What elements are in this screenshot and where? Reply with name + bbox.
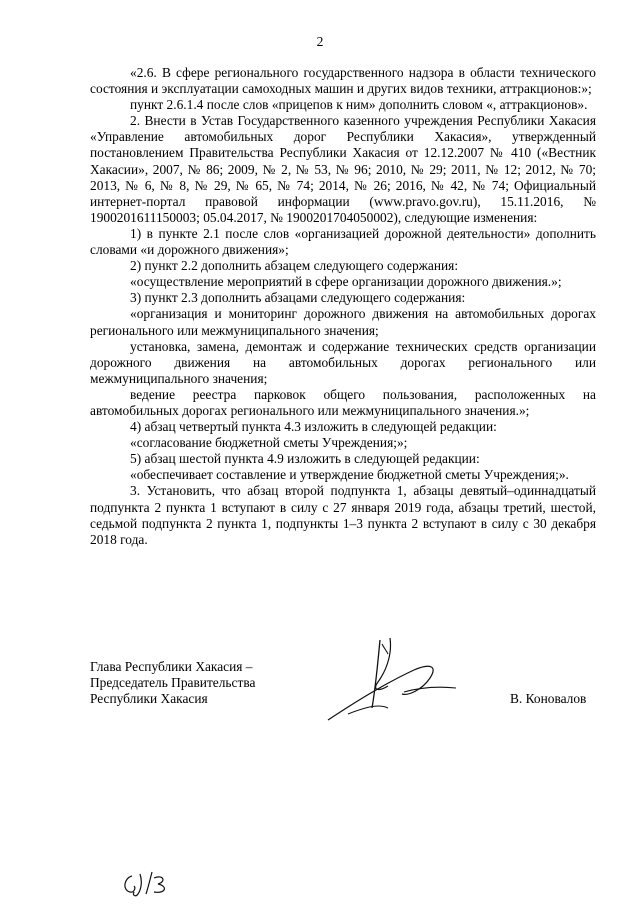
paragraph-item-3: 3. Установить, что абзац второй подпункта 1, абзацы девятый–одиннадцатый подпункта 2 пункта 1 вступают в силу с 27 января 2019 года, абзацы третий, шестой, седьмой подпункта 2 пункта 1, подпункты 1–3 пункта 2 вступают в силу с 30 декабря 2018 года. — [90, 483, 596, 547]
handwritten-signature — [318, 630, 468, 730]
paragraph-subitem-2-text: «осуществление мероприятий в сфере организации дорожного движения.»; — [130, 274, 562, 290]
paragraph-subitem-3-text-b: установка, замена, демонтаж и содержание технических средств организации дорожного движения на автомобильных дорогах регионального или межмуниципального значения; — [90, 338, 596, 386]
paragraph-subitem-5-text: «обеспечивает составление и утверждение бюджетной сметы Учреждения;». — [130, 467, 569, 483]
paragraph-subitem-5: 5) абзац шестой пункта 4.9 изложить в следующей редакции: — [130, 451, 480, 467]
paragraph-subitem-1: 1) в пункте 2.1 после слов «организацией дорожной деятельности» дополнить словами «и дорожного движения»; — [90, 225, 596, 258]
paragraph-subitem-2: 2) пункт 2.2 дополнить абзацем следующего содержания: — [130, 258, 459, 274]
paragraph-subitem-4-text: «согласование бюджетной сметы Учреждения;»; — [130, 435, 408, 451]
signatory-title-line: Председатель Правительства — [90, 675, 256, 691]
paragraph-item-2: 2. Внести в Устав Государственного казенного учреждения Республики Хакасия «Управление автомобильных дорог Республики Хакасия», утвержденный постановлением Правительства Республики Хакасия от 12.12.2007 № 410 («Вестник Хакасии», 2007, № 86; 2009, № 2, № 53, № 96; 2010, № 29; 2011, № 12; 2012, № 70; 2013, № 6, № 8, № 29, № 65, № 74; 2014, № 26; 2016, № 42, № 74; Официальный интернет-портал правовой информации (www.pravo.gov.ru), 15.11.2016, № 1900201611150003; 05.04.2017, № 1900201704050002), следующие изменения: — [90, 113, 596, 225]
paragraph-subitem-3-text-a: «организация и мониторинг дорожного движения на автомобильных дорогах регионального или межмуниципального значения; — [90, 306, 596, 338]
paragraph-subitem-3-text-c: ведение реестра парковок общего пользования, расположенных на автомобильных дорогах регионального или межмуниципального значения.»; — [90, 386, 596, 418]
paragraph-2-6-heading: «2.6. В сфере регионального государственного надзора в области технического состояния и эксплуатации самоходных машин и других видов техники, аттракционов:»; — [90, 65, 596, 97]
signatory-title — [90, 659, 255, 707]
page-number: 2 — [316, 34, 324, 49]
handwritten-initials — [118, 862, 178, 902]
signatory-title-line: Глава Республики Хакасия – — [90, 659, 253, 674]
paragraph-subitem-3: 3) пункт 2.3 дополнить абзацами следующего содержания: — [130, 290, 466, 306]
signatory-title-line: Республики Хакасия — [90, 691, 208, 707]
paragraph-2-6-1-4: пункт 2.6.1.4 после слов «прицепов к ним» дополнить словом «, аттракционов». — [130, 97, 588, 113]
paragraph-subitem-4: 4) абзац четвертый пункта 4.3 изложить в следующей редакции: — [130, 419, 497, 435]
signatory-name: В. Коновалов — [510, 691, 587, 706]
document-body — [90, 65, 596, 548]
